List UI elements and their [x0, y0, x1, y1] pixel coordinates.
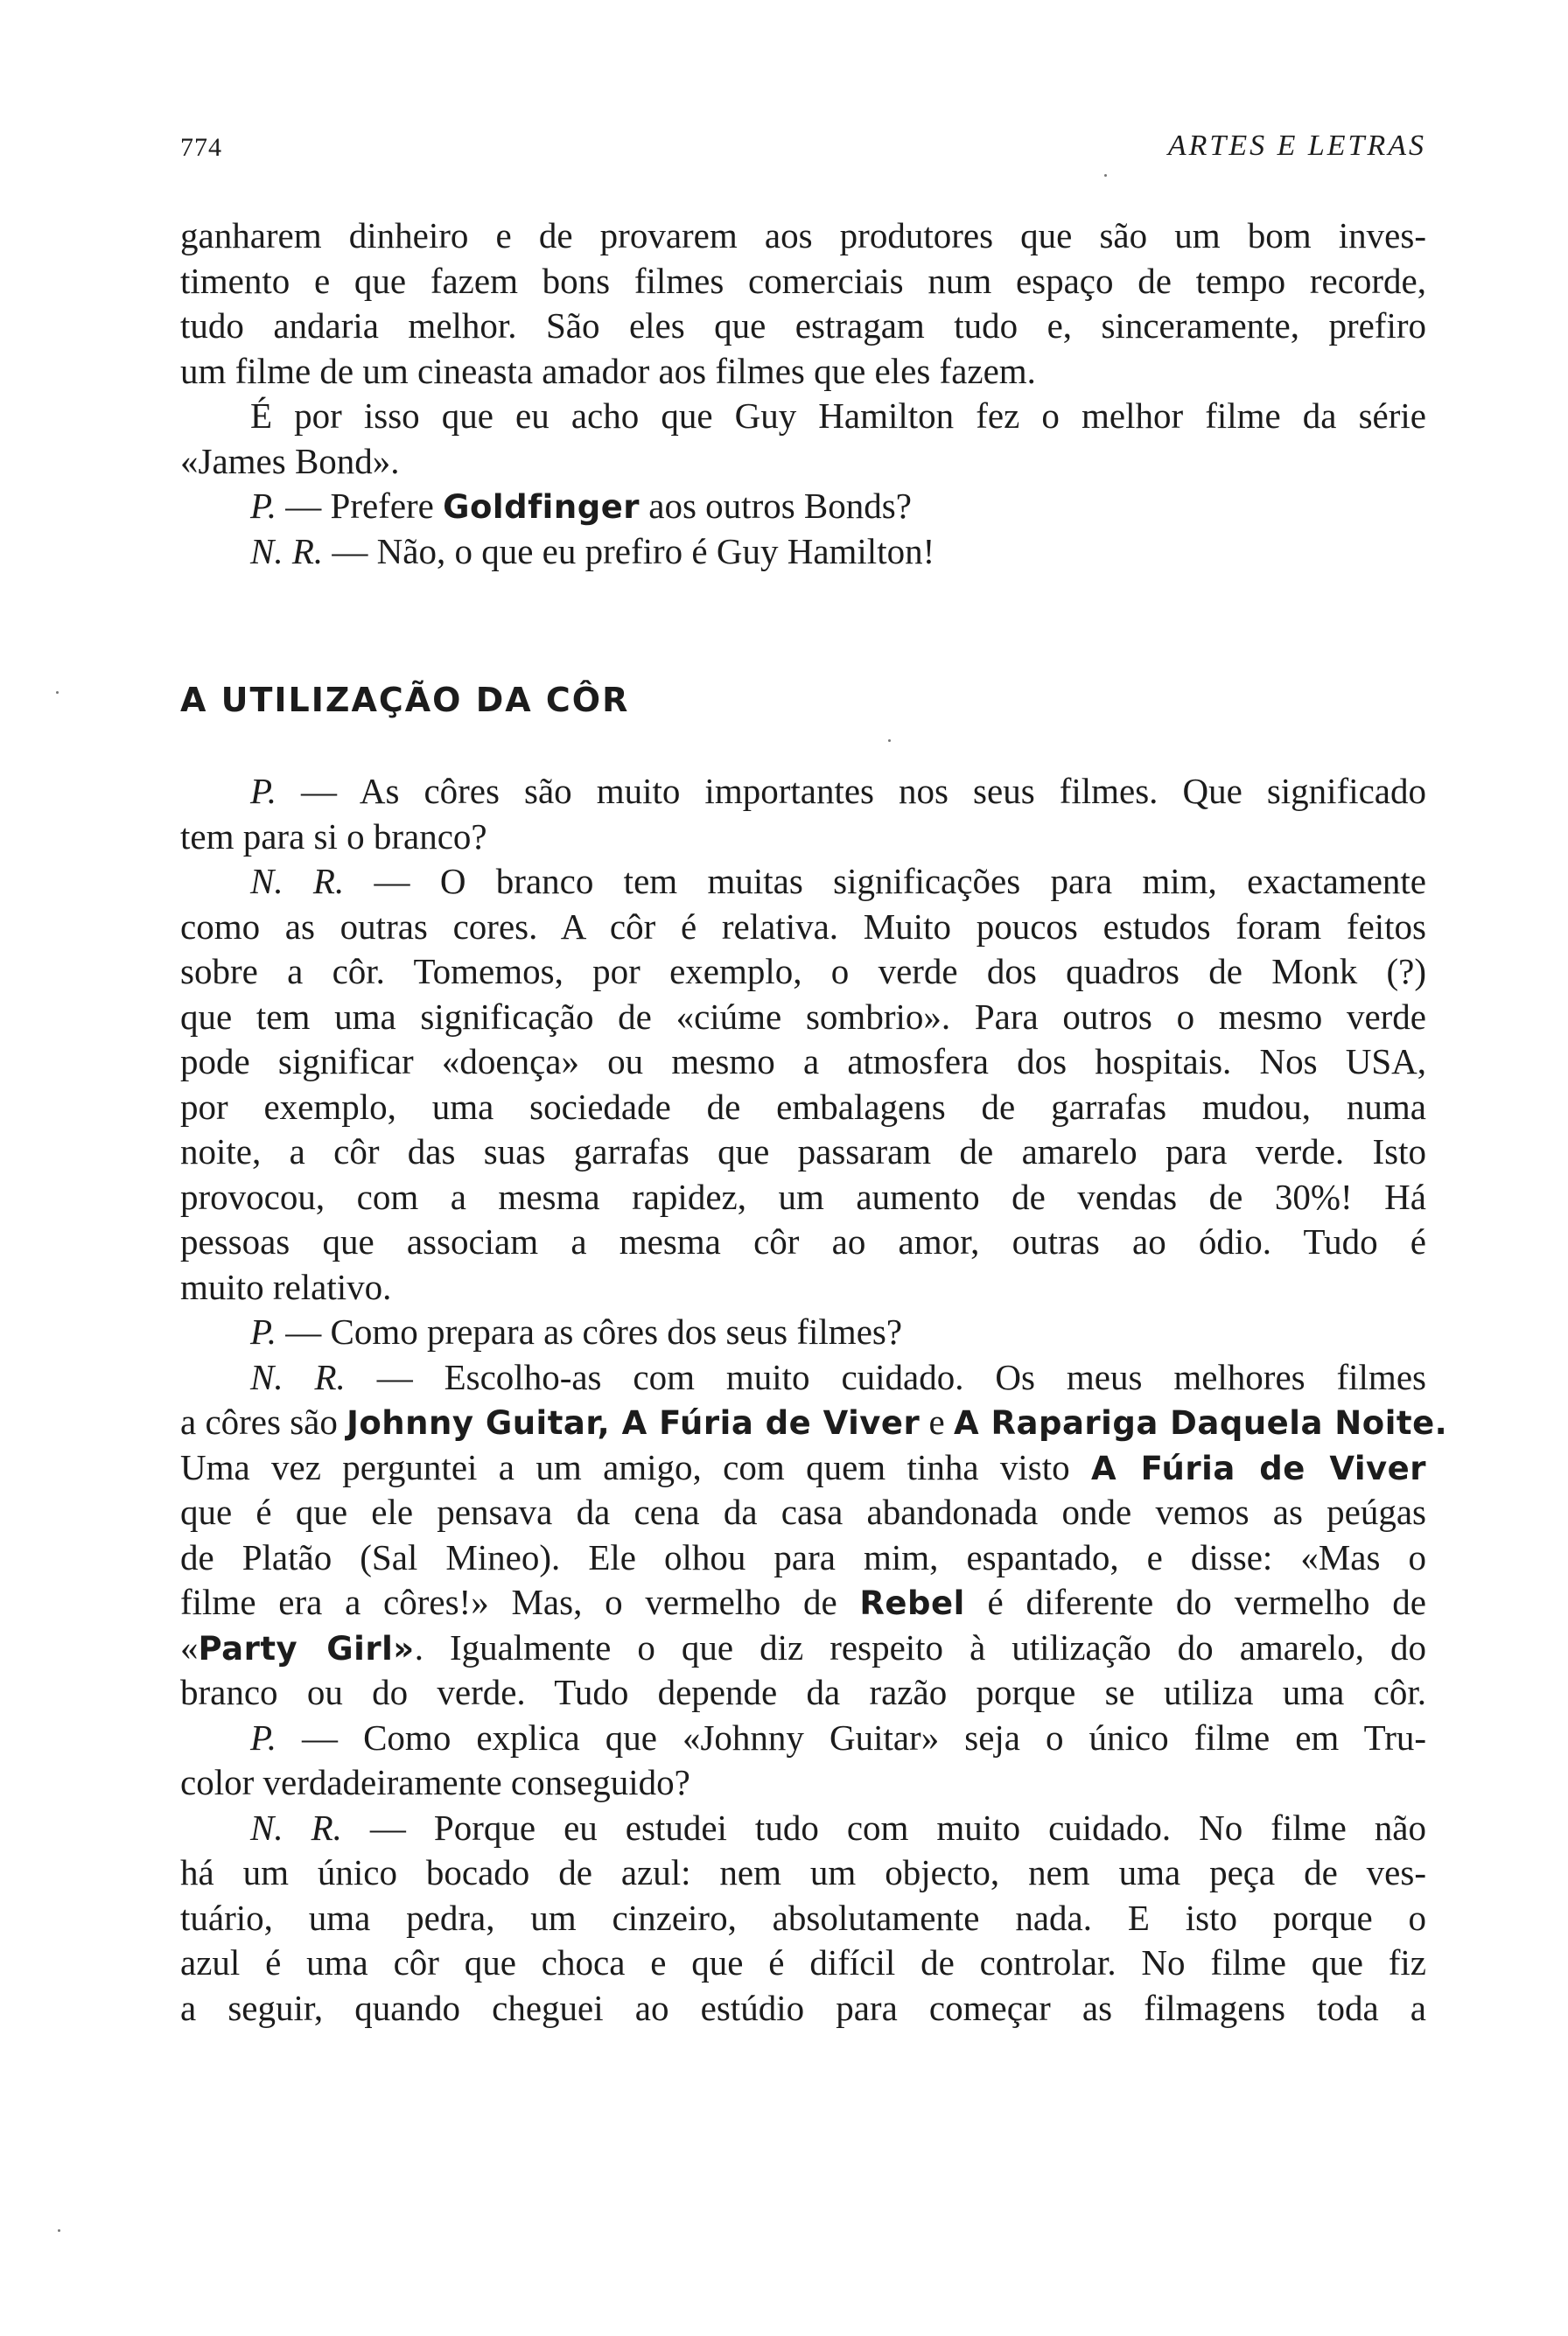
speaker-label: N. R. [250, 1807, 342, 1848]
journal-title: ARTES E LETRAS [1167, 129, 1426, 162]
film-title: Johnny Guitar, A Fúria de Viver [346, 1404, 920, 1442]
qa-text: aos outros Bonds? [640, 486, 912, 526]
text-line: color verdadeiramente conseguido? [180, 1762, 690, 1802]
speaker-label: P. [250, 771, 277, 811]
scan-speck [1104, 174, 1107, 177]
qa-line [180, 529, 1426, 575]
text-line: muito relativo. [180, 1266, 392, 1307]
text-line: tuário, uma pedra, um cinzeiro, absolutamente nada. E isto porque o [180, 1897, 1426, 1938]
qa-text: — Como explica que «Johnny Guitar» seja o único filme em Tru- [276, 1717, 1426, 1758]
qa-line [180, 1716, 1426, 1761]
scan-speck [888, 739, 891, 742]
text-block-section [180, 769, 1448, 2031]
text-line: um filme de um cineasta amador aos filmes que eles fazem. [180, 350, 1036, 391]
text-line: como as outras cores. A côr é relativa. Muito poucos estudos foram feitos [180, 906, 1426, 947]
text-line: há um único bocado de azul: nem um objecto, nem uma peça de ves- [180, 1852, 1426, 1892]
text-line: tudo andaria melhor. São eles que estragam tudo e, sinceramente, prefiro [180, 305, 1426, 346]
speaker-label: N. R. [250, 530, 324, 571]
text-run: . Igualmente o que diz respeito à utilização do amarelo, do [414, 1626, 1426, 1668]
text-line: branco ou do verde. Tudo depende da razão porque se utiliza uma côr. [180, 1672, 1426, 1712]
text-line: provocou, com a mesma rapidez, um aumento de vendas de 30%! Há [180, 1176, 1426, 1217]
text-line: que é que ele pensava da cena da casa abandonada onde vemos as peúgas [180, 1492, 1426, 1532]
text-line [180, 1445, 1426, 1491]
film-title: Rebel [859, 1584, 965, 1622]
text-line: sobre a côr. Tomemos, por exemplo, o verde dos quadros de Monk (?) [180, 951, 1426, 991]
scan-speck [58, 2229, 60, 2232]
text-line: pode significar «doença» ou mesmo a atmosfera dos hospitais. Nos USA, [180, 1041, 1426, 1081]
film-title: A Fúria de Viver [1091, 1449, 1426, 1487]
text-run: a côres são [180, 1402, 347, 1442]
section-heading: A UTILIZAÇÃO DA CÔR [180, 681, 630, 719]
scan-speck [56, 691, 59, 694]
text-line: pessoas que associam a mesma côr ao amor, outras ao ódio. Tudo é [180, 1221, 1426, 1262]
qa-text: — Não, o que eu prefiro é Guy Hamilton! [323, 530, 935, 571]
text-line: ganharem dinheiro e de provarem aos produtores que são um bom inves- [180, 215, 1426, 255]
text-line [180, 1580, 1426, 1626]
text-run: e [920, 1402, 954, 1442]
text-run: é diferente do vermelho de [964, 1582, 1426, 1622]
qa-line [180, 769, 1426, 815]
text-line: azul é uma côr que choca e que é difícil de controlar. No filme que fiz [180, 1942, 1426, 1983]
speaker-label: P. [250, 486, 277, 526]
text-line: É por isso que eu acho que Guy Hamilton fez o melhor filme da série [250, 395, 1426, 436]
running-head [180, 129, 1426, 173]
text-line: timento e que fazem bons filmes comerciais num espaço de tempo recorde, [180, 260, 1426, 301]
text-line: noite, a côr das suas garrafas que passaram de amarelo para verde. Isto [180, 1131, 1426, 1171]
film-title: A Rapariga Daquela Noite. [953, 1404, 1448, 1442]
qa-text: — Como prepara as côres dos seus filmes? [276, 1311, 903, 1352]
text-line: a seguir, quando cheguei ao estúdio para começar as filmagens toda a [180, 1987, 1426, 2028]
text-line [180, 1400, 1448, 1445]
qa-line [180, 1806, 1426, 1851]
text-block-intro [180, 213, 1426, 574]
text-line: «James Bond». [180, 440, 400, 481]
qa-text: — Escolho-as com muito cuidado. Os meus melhores filmes [345, 1356, 1426, 1397]
text-run: « [180, 1626, 199, 1668]
text-line: por exemplo, uma sociedade de embalagens de garrafas mudou, numa [180, 1086, 1426, 1127]
text-run: Uma vez perguntei a um amigo, com quem tinha visto [180, 1446, 1091, 1487]
text-line: de Platão (Sal Mineo). Ele olhou para mim, espantado, e disse: «Mas o [180, 1536, 1426, 1577]
speaker-label: N. R. [250, 861, 345, 901]
qa-text: — O branco tem muitas significações para mim, exactamente [344, 861, 1426, 901]
film-title: Party Girl» [198, 1629, 415, 1668]
page-number: 774 [180, 133, 222, 162]
qa-line [180, 1310, 1426, 1355]
qa-text: — Porque eu estudei tudo com muito cuidado. No filme não [341, 1807, 1426, 1848]
qa-text: — As côres são muito importantes nos seus filmes. Que significado [276, 771, 1426, 811]
text-line [180, 1626, 1426, 1671]
qa-line [180, 484, 1426, 529]
text-line: que tem uma significação de «ciúme sombrio». Para outros o mesmo verde [180, 996, 1426, 1037]
speaker-label: N. R. [250, 1356, 346, 1397]
text-run: filme era a côres!» Mas, o vermelho de [180, 1582, 860, 1622]
film-title: Goldfinger [443, 488, 640, 526]
text-line: tem para si o branco? [180, 815, 487, 857]
qa-line [180, 1355, 1426, 1401]
qa-line [180, 859, 1426, 905]
qa-text: — Prefere [276, 486, 444, 526]
speaker-label: P. [250, 1717, 277, 1758]
speaker-label: P. [250, 1311, 277, 1352]
